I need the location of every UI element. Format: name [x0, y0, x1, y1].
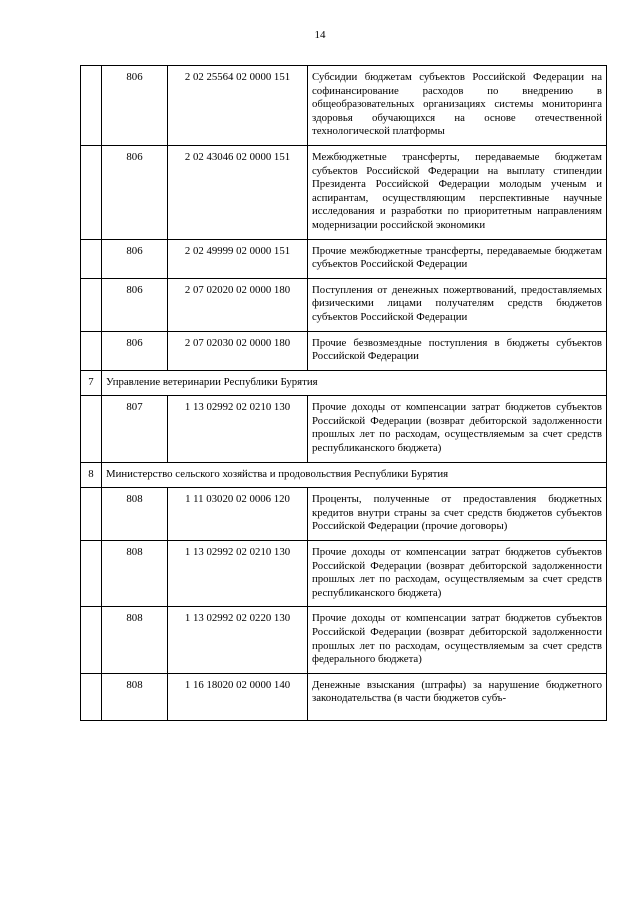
table-row — [81, 66, 607, 146]
page-number: 14 — [314, 29, 326, 41]
budget-code-cell: 1 13 02992 02 0210 130 — [168, 396, 308, 462]
table-row — [81, 278, 607, 331]
section-number: 8 — [81, 462, 102, 488]
table-row — [81, 239, 607, 278]
admin-code-cell: 806 — [102, 331, 168, 370]
table-row — [81, 673, 607, 720]
row-number-cell — [81, 278, 102, 331]
row-number-cell — [81, 145, 102, 239]
budget-code-cell: 2 02 49999 02 0000 151 — [168, 239, 308, 278]
row-number-cell — [81, 607, 102, 673]
admin-code-cell: 806 — [102, 278, 168, 331]
description-cell: Межбюджетные трансферты, передаваемые бюджетам субъектов Российской Федерации на выплату стипендии Президента Российской Федерации молодым ученым и аспирантам, осуществляющим перспективные научные исследования и разработки по приоритетным направлениям модернизации российской экономики — [308, 145, 607, 239]
row-number-cell — [81, 488, 102, 541]
budget-code-cell: 1 16 18020 02 0000 140 — [168, 673, 308, 720]
section-title: Министерство сельского хозяйства и продовольствия Республики Бурятия — [102, 462, 607, 488]
description-cell: Денежные взыскания (штрафы) за нарушение бюджетного законодательства (в части бюджетов субъ- — [308, 673, 607, 720]
description-cell: Проценты, полученные от предоставления бюджетных кредитов внутри страны за счет средств бюджетов субъектов Российской Федерации (прочие договоры) — [308, 488, 607, 541]
row-number-cell — [81, 541, 102, 607]
budget-code-cell: 1 11 03020 02 0006 120 — [168, 488, 308, 541]
admin-code-cell: 806 — [102, 66, 168, 146]
admin-code-cell: 808 — [102, 607, 168, 673]
admin-code-cell: 807 — [102, 396, 168, 462]
table-row — [81, 396, 607, 462]
budget-code-cell: 2 02 43046 02 0000 151 — [168, 145, 308, 239]
table-row — [81, 331, 607, 370]
section-header-row — [81, 462, 607, 488]
admin-code-cell: 808 — [102, 541, 168, 607]
table-row — [81, 145, 607, 239]
budget-code-cell: 2 07 02030 02 0000 180 — [168, 331, 308, 370]
budget-code-cell: 1 13 02992 02 0220 130 — [168, 607, 308, 673]
table-row — [81, 541, 607, 607]
description-cell: Поступления от денежных пожертвований, предоставляемых физическими лицами получателям средств бюджетов субъектов Российской Федерации — [308, 278, 607, 331]
table-row — [81, 607, 607, 673]
row-number-cell — [81, 673, 102, 720]
budget-code-cell: 2 07 02020 02 0000 180 — [168, 278, 308, 331]
budget-code-cell: 1 13 02992 02 0210 130 — [168, 541, 308, 607]
admin-code-cell: 808 — [102, 488, 168, 541]
row-number-cell — [81, 331, 102, 370]
admin-code-cell: 806 — [102, 239, 168, 278]
description-cell: Субсидии бюджетам субъектов Российской Федерации на софинансирование расходов по внедрению в общеобразовательных организациях системы мониторинга здоровья обучающихся на основе отечественной технологической платформы — [308, 66, 607, 146]
budget-code-cell: 2 02 25564 02 0000 151 — [168, 66, 308, 146]
section-title: Управление ветеринарии Республики Бурятия — [102, 370, 607, 396]
admin-code-cell: 808 — [102, 673, 168, 720]
section-header-row — [81, 370, 607, 396]
section-number: 7 — [81, 370, 102, 396]
row-number-cell — [81, 396, 102, 462]
description-cell: Прочие межбюджетные трансферты, передаваемые бюджетам субъектов Российской Федерации — [308, 239, 607, 278]
row-number-cell — [81, 239, 102, 278]
admin-code-cell: 806 — [102, 145, 168, 239]
table-row — [81, 488, 607, 541]
description-cell: Прочие доходы от компенсации затрат бюджетов субъектов Российской Федерации (возврат дебиторской задолженности прошлых лет по расходам, осуществляемым за счет средств федерального бюджета) — [308, 607, 607, 673]
description-cell: Прочие безвозмездные поступления в бюджеты субъектов Российской Федерации — [308, 331, 607, 370]
row-number-cell — [81, 66, 102, 146]
description-cell: Прочие доходы от компенсации затрат бюджетов субъектов Российской Федерации (возврат дебиторской задолженности прошлых лет по расходам, осуществляемым за счет средств республиканского бюджета) — [308, 396, 607, 462]
revenue-codes-table — [80, 65, 607, 721]
description-cell: Прочие доходы от компенсации затрат бюджетов субъектов Российской Федерации (возврат дебиторской задолженности прошлых лет по расходам, осуществляемым за счет средств республиканского бюджета) — [308, 541, 607, 607]
